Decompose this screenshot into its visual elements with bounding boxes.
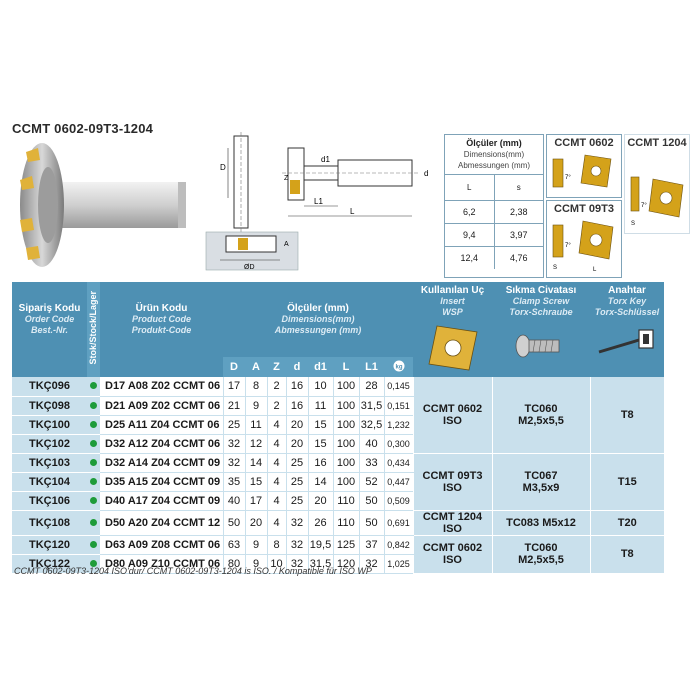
table-row (12, 535, 664, 554)
screw-spec: TC067 M3,5x9 (492, 453, 590, 510)
dimension-cell: 16 (286, 396, 308, 415)
dimension-cell: 14 (308, 472, 333, 491)
in-stock-dot (90, 440, 97, 447)
weight-icon (393, 360, 405, 372)
dims-col-l: L (445, 175, 495, 200)
dimension-cell: 50 (223, 510, 245, 535)
dimension-cell: 33 (359, 453, 384, 472)
label-D: D (220, 163, 226, 172)
dimension-cell: 19,5 (308, 535, 333, 554)
dimension-cell: 0,151 (384, 396, 413, 415)
stock-indicator (87, 535, 100, 554)
label-Z: Z (284, 175, 289, 182)
in-stock-dot (90, 459, 97, 466)
dimension-cell: 100 (333, 434, 359, 453)
key-spec: T15 (590, 453, 664, 510)
product-code: D25 A11 Z04 CCMT 06 (100, 415, 223, 434)
dimension-cell: 0,509 (384, 491, 413, 510)
header-insert: Kullanılan Uç Insert WSP (413, 282, 492, 377)
col-d: d (286, 357, 308, 377)
stock-indicator (87, 396, 100, 415)
order-code: TKÇ108 (12, 510, 87, 535)
product-table (12, 282, 664, 574)
insert-title-ccmt09t3: CCMT 09T3 (554, 203, 614, 215)
dimension-cell: 9 (245, 396, 267, 415)
dimension-cell: 40 (359, 434, 384, 453)
dimension-cell: 50 (359, 510, 384, 535)
product-code: D50 A20 Z04 CCMT 12 (100, 510, 223, 535)
header-key: Anahtar Torx Key Torx-Schlüssel (590, 282, 664, 377)
dimension-cell: 10 (308, 377, 333, 396)
dimension-cell: 15 (308, 415, 333, 434)
in-stock-dot (90, 519, 97, 526)
screw-spec: TC060 M2,5x5,5 (492, 377, 590, 453)
in-stock-dot (90, 421, 97, 428)
svg-text:S: S (631, 221, 636, 227)
label-L1: L1 (314, 197, 323, 206)
svg-text:7°: 7° (565, 243, 571, 249)
col-A: A (245, 357, 267, 377)
header-dimensions: Ölçüler (mm) Dimensions(mm) Abmessungen (mm) (223, 282, 413, 357)
dimension-cell: 50 (359, 491, 384, 510)
insert-ccmt09t3-icon (547, 215, 621, 275)
dimension-cell: 63 (223, 535, 245, 554)
label-d1: d1 (321, 155, 330, 164)
insert-spec: CCMT 0602 ISO (413, 377, 492, 453)
product-code: D32 A12 Z04 CCMT 06 (100, 434, 223, 453)
dims-row: 9,4 3,97 (445, 223, 543, 246)
order-code: TKÇ100 (12, 415, 87, 434)
svg-text:7°: 7° (565, 175, 571, 181)
product-code: D21 A09 Z02 CCMT 06 (100, 396, 223, 415)
dimension-cell: 31,5 (308, 554, 333, 573)
svg-text:S: S (553, 265, 558, 271)
dimension-cell: 17 (245, 491, 267, 510)
dimension-cell: 2 (267, 377, 286, 396)
dimension-cell: 110 (333, 491, 359, 510)
key-spec: T8 (590, 535, 664, 573)
dims-head-en: Dimensions(mm) (463, 150, 525, 159)
product-code: D40 A17 Z04 CCMT 09 (100, 491, 223, 510)
dimension-cell: 15 (308, 434, 333, 453)
insert-dimensions-table (444, 134, 544, 278)
svg-text:kg: kg (394, 364, 403, 371)
dims-row: 6,2 2,38 (445, 200, 543, 223)
dimension-cell: 0,145 (384, 377, 413, 396)
table-row (12, 510, 664, 535)
dimension-cell: 17 (223, 377, 245, 396)
insert-title-ccmt0602: CCMT 0602 (554, 137, 614, 149)
order-code: TKÇ104 (12, 472, 87, 491)
dimension-cell: 4 (267, 434, 286, 453)
stock-indicator (87, 434, 100, 453)
dimension-cell: 21 (223, 396, 245, 415)
dimension-cell: 25 (286, 472, 308, 491)
order-code: TKÇ120 (12, 535, 87, 554)
screw-spec: TC083 M5x12 (492, 510, 590, 535)
dimension-cell: 20 (286, 415, 308, 434)
dimension-cell: 32 (286, 535, 308, 554)
stock-indicator (87, 415, 100, 434)
key-spec: T20 (590, 510, 664, 535)
dimension-cell: 12 (245, 434, 267, 453)
screw-spec: TC060 M2,5x5,5 (492, 535, 590, 573)
dimension-cell: 80 (223, 554, 245, 573)
product-code: D35 A15 Z04 CCMT 09 (100, 472, 223, 491)
order-code: TKÇ122 (12, 554, 87, 573)
dimension-cell: 20 (286, 434, 308, 453)
dimension-cell: 120 (333, 554, 359, 573)
dimension-cell: 52 (359, 472, 384, 491)
dimension-cell: 0,691 (384, 510, 413, 535)
stock-indicator (87, 377, 100, 396)
insert-ccmt1204-icon (625, 149, 689, 233)
col-L: L (333, 357, 359, 377)
svg-text:7°: 7° (641, 203, 647, 209)
dimension-cell: 8 (267, 535, 286, 554)
header-order-code: Sipariş Kodu Order Code Best.-Nr. (12, 282, 87, 357)
dimension-cell: 2 (267, 396, 286, 415)
dimension-cell: 4 (267, 453, 286, 472)
dimension-cell: 26 (308, 510, 333, 535)
svg-text:L: L (593, 267, 597, 273)
dimension-cell: 40 (223, 491, 245, 510)
dimension-cell: 14 (245, 453, 267, 472)
dimension-cell: 20 (308, 491, 333, 510)
dimension-cell: 8 (245, 377, 267, 396)
stock-indicator (87, 453, 100, 472)
dimension-cell: 100 (333, 415, 359, 434)
dimension-cell: 15 (245, 472, 267, 491)
dims-col-s: s (516, 183, 521, 192)
dimension-cell: 4 (267, 510, 286, 535)
dimension-cell: 4 (267, 491, 286, 510)
dimension-cell: 100 (333, 472, 359, 491)
dimension-cell: 0,300 (384, 434, 413, 453)
label-OD: ØD (244, 264, 255, 271)
in-stock-dot (90, 402, 97, 409)
insert-spec: CCMT 1204 ISO (413, 510, 492, 535)
stock-indicator (87, 510, 100, 535)
order-code: TKÇ106 (12, 491, 87, 510)
footnote: CCMT 0602-09T3-1204 ISO'dur/ CCMT 0602-09T3-1204 is ISO. / Kompatible für ISO WP (14, 566, 372, 576)
product-code: D63 A09 Z08 CCMT 06 (100, 535, 223, 554)
col-Z: Z (267, 357, 286, 377)
dimension-cell: 25 (223, 415, 245, 434)
dimension-cell: 0,434 (384, 453, 413, 472)
dimension-cell: 20 (245, 510, 267, 535)
insert-title-ccmt1204: CCMT 1204 (627, 137, 687, 149)
dimension-cell: 125 (333, 535, 359, 554)
dimension-cell: 32 (223, 453, 245, 472)
header-product-code: Ürün Kodu Product Code Produkt-Code (100, 282, 223, 357)
label-A: A (284, 241, 289, 248)
dimension-cell: 4 (267, 415, 286, 434)
dimension-cell: 100 (333, 396, 359, 415)
dimension-cell: 100 (333, 453, 359, 472)
order-code: TKÇ098 (12, 396, 87, 415)
dimension-cell: 28 (359, 377, 384, 396)
dimension-cell: 16 (286, 377, 308, 396)
dimension-cell: 31,5 (359, 396, 384, 415)
dims-row: 12,4 4,76 (445, 246, 543, 269)
dimension-cell: 32 (223, 434, 245, 453)
dimension-cell: 25 (286, 453, 308, 472)
table-row (12, 453, 664, 472)
dimension-cell: 32,5 (359, 415, 384, 434)
dimension-cell: 10 (267, 554, 286, 573)
dimension-cell: 32 (286, 554, 308, 573)
insert-spec: CCMT 09T3 ISO (413, 453, 492, 510)
col-D: D (223, 357, 245, 377)
insert-ccmt0602-panel (546, 134, 622, 198)
dimension-cell: 9 (245, 554, 267, 573)
dims-head-de: Abmessungen (mm) (457, 161, 531, 170)
insert-ccmt1204-panel (624, 134, 690, 234)
col-weight (384, 357, 413, 377)
stock-indicator (87, 472, 100, 491)
in-stock-dot (90, 541, 97, 548)
dims-head-tr: Ölçüler (mm) (466, 138, 522, 148)
order-code: TKÇ103 (12, 453, 87, 472)
product-code: D32 A14 Z04 CCMT 09 (100, 453, 223, 472)
table-row (12, 377, 664, 396)
col-d1: d1 (308, 357, 333, 377)
page-title: CCMT 0602-09T3-1204 (12, 121, 154, 136)
in-stock-dot (90, 478, 97, 485)
dimension-cell: 25 (286, 491, 308, 510)
insert-ccmt0602-icon (547, 149, 621, 195)
order-code: TKÇ102 (12, 434, 87, 453)
order-code: TKÇ096 (12, 377, 87, 396)
insert-spec: CCMT 0602 ISO (413, 535, 492, 573)
dimension-cell: 37 (359, 535, 384, 554)
product-code: D80 A09 Z10 CCMT 06 (100, 554, 223, 573)
dimension-cell: 0,842 (384, 535, 413, 554)
dimension-cell: 9 (245, 535, 267, 554)
technical-drawing (200, 128, 440, 274)
dimension-cell: 0,447 (384, 472, 413, 491)
in-stock-dot (90, 382, 97, 389)
screw-icon (511, 324, 571, 364)
in-stock-dot (90, 497, 97, 504)
header-stock: Stok/Stock/Lager (87, 282, 100, 377)
dimension-cell: 110 (333, 510, 359, 535)
dimension-cell: 11 (308, 396, 333, 415)
insert-icon (423, 322, 483, 374)
label-L: L (350, 207, 355, 216)
dimension-cell: 32 (359, 554, 384, 573)
product-code: D17 A08 Z02 CCMT 06 (100, 377, 223, 396)
dimension-cell: 32 (286, 510, 308, 535)
dimension-cell: 100 (333, 377, 359, 396)
col-L1: L1 (359, 357, 384, 377)
cutter-photo (12, 140, 192, 280)
dimension-cell: 16 (308, 453, 333, 472)
dimension-cell: 1,232 (384, 415, 413, 434)
insert-ccmt09t3-panel (546, 200, 622, 278)
dimension-cell: 4 (267, 472, 286, 491)
torx-key-icon (595, 326, 659, 362)
label-d: d (424, 169, 429, 178)
dimension-cell: 35 (223, 472, 245, 491)
dimension-cell: 11 (245, 415, 267, 434)
header-screw: Sıkma Civatası Clamp Screw Torx-Schraube (492, 282, 590, 377)
dimension-cell: 1,025 (384, 554, 413, 573)
stock-indicator (87, 491, 100, 510)
key-spec: T8 (590, 377, 664, 453)
